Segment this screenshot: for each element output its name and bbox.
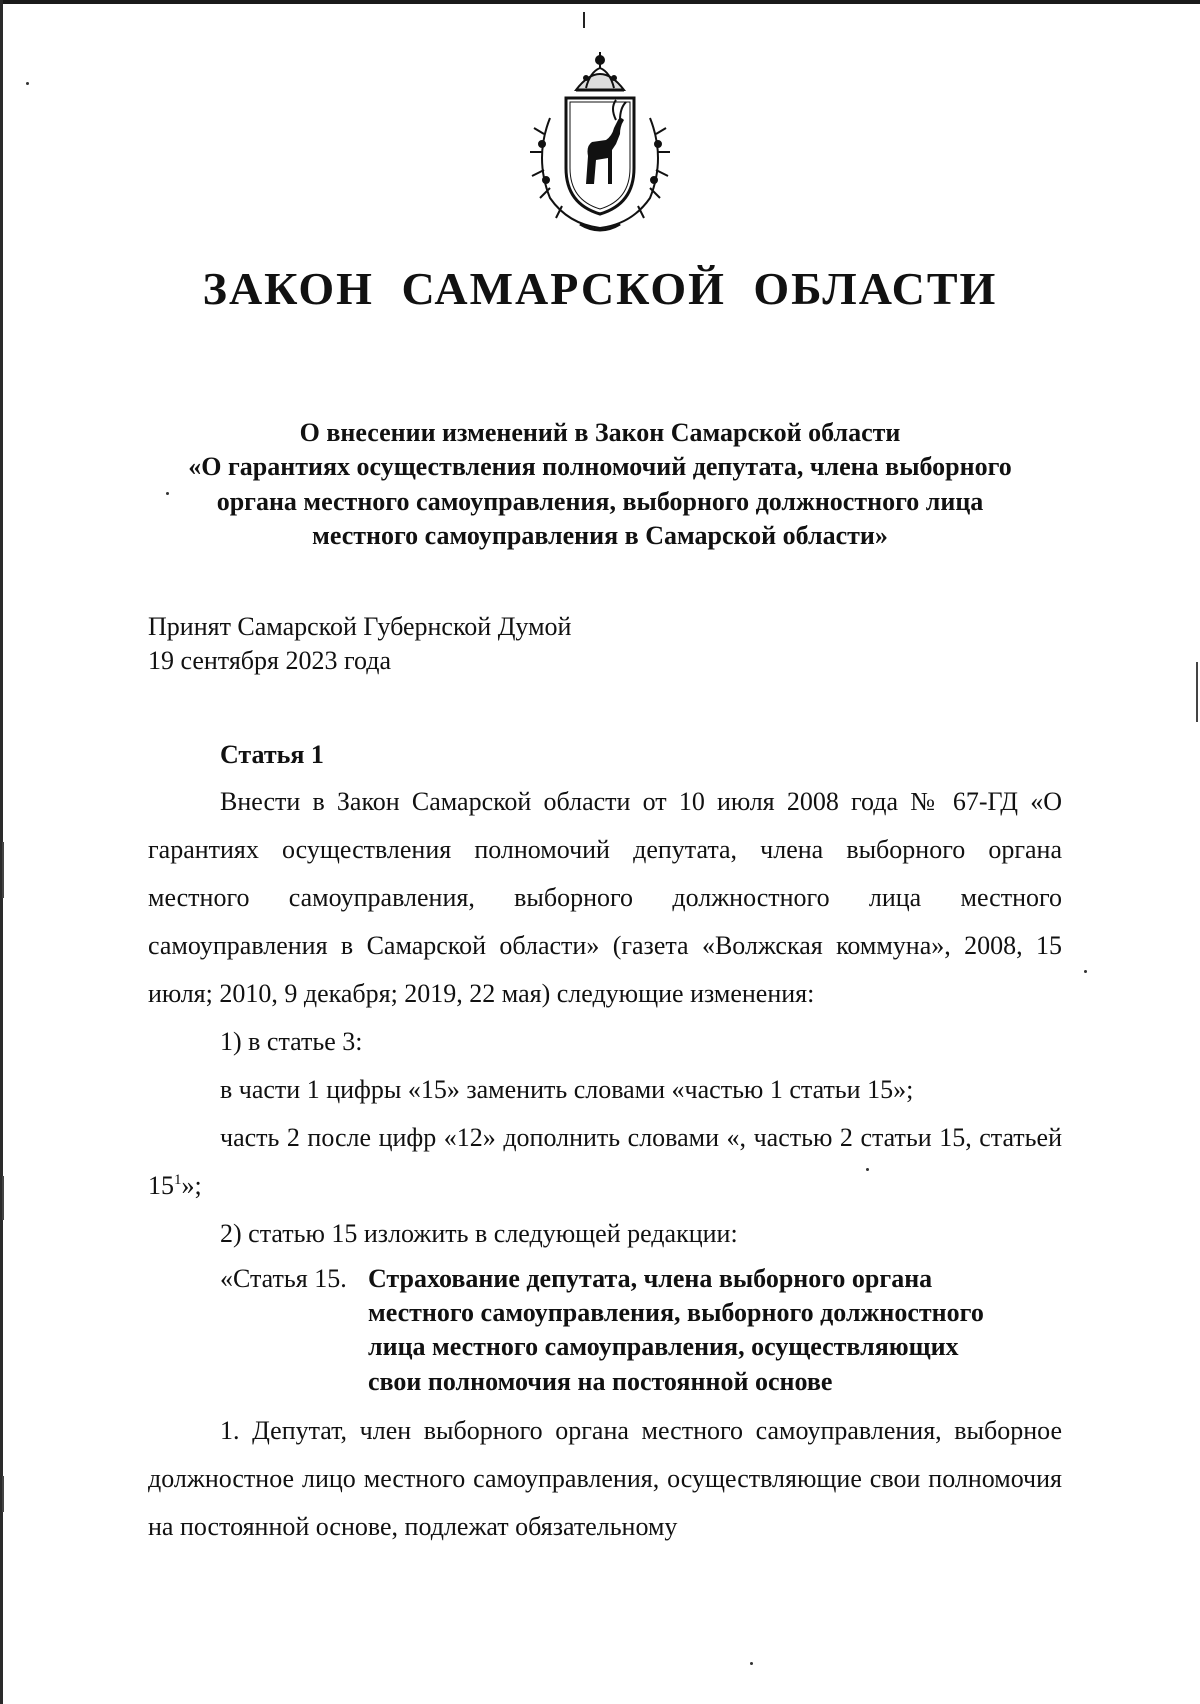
scan-margin-mark	[2, 1176, 4, 1220]
scan-speck	[26, 82, 29, 85]
scan-speck	[1084, 970, 1087, 973]
new-article-title	[220, 1262, 1062, 1399]
article-intro-paragraph: Внести в Закон Самарской области от 10 июля 2008 года № 67-ГД «О гарантиях осуществления полномочий депутата, члена выборного органа местного самоуправления, выборного должностного лица местного самоуправления в Самарской области» (газета «Волжская коммуна», 2008, 15 июля; 2010, 9 декабря; 2019, 22 мая) следующие изменения:	[148, 786, 1062, 1008]
scan-edge-top	[0, 0, 1200, 4]
scan-speck	[750, 1662, 753, 1665]
scan-margin-mark	[2, 1476, 4, 1512]
new-article-label: «Статья 15.	[220, 1263, 347, 1293]
crown-icon	[576, 52, 624, 90]
amendment-item-1b-end: »;	[181, 1170, 202, 1200]
amendment-item-2: 2) статью 15 изложить в следующей редакции:	[220, 1218, 738, 1248]
adoption-block	[148, 610, 848, 678]
law-subject-line: О внесении изменений в Закон Самарской области	[299, 418, 901, 447]
amendment-item-1: 1) в статье 3:	[220, 1026, 363, 1056]
law-subject-line: «О гарантиях осуществления полномочий депутата, члена выборного	[188, 452, 1012, 482]
samara-coat-of-arms-emblem	[520, 48, 680, 238]
amendment-item-1b	[148, 1114, 1062, 1210]
article-1	[148, 738, 1062, 1551]
amendment-item-1b-text: часть 2 после цифр «12» дополнить словами «, частью 2 статьи 15, статьей 15	[148, 1122, 1062, 1200]
article-heading: Статья 1	[220, 740, 324, 769]
adoption-date: 19 сентября 2023 года	[148, 645, 392, 675]
superscript-number: 1	[174, 1171, 182, 1188]
scan-mark	[583, 12, 585, 28]
law-subject-line: органа местного самоуправления, выборного должностного лица	[216, 486, 984, 516]
adoption-body: Принят Самарской Губернской Думой	[148, 612, 572, 641]
law-title: ЗАКОН САМАРСКОЙ ОБЛАСТИ	[202, 263, 998, 314]
new-article-title-line: местного самоуправления, выборного должностного	[368, 1298, 984, 1328]
law-subject-line: местного самоуправления в Самарской области»	[312, 520, 888, 550]
new-article-title-line: Страхование депутата, члена выборного органа	[368, 1263, 933, 1293]
scan-margin-mark	[2, 842, 4, 898]
new-article-title-lines	[368, 1262, 1062, 1399]
new-article-title-line: свои полномочия на постоянной основе	[368, 1366, 833, 1396]
scan-margin-mark	[1196, 662, 1198, 722]
amendment-item-1a: в части 1 цифры «15» заменить словами «частью 1 статьи 15»;	[220, 1074, 914, 1104]
new-article-title-line: лица местного самоуправления, осуществляющих	[368, 1332, 959, 1362]
law-subject	[130, 416, 1070, 553]
new-article-paragraph-1: 1. Депутат, член выборного органа местного самоуправления, выборное должностное лицо местного самоуправления, осуществляющие свои полномочия на постоянной основе, подлежат обязательному	[148, 1416, 1062, 1542]
